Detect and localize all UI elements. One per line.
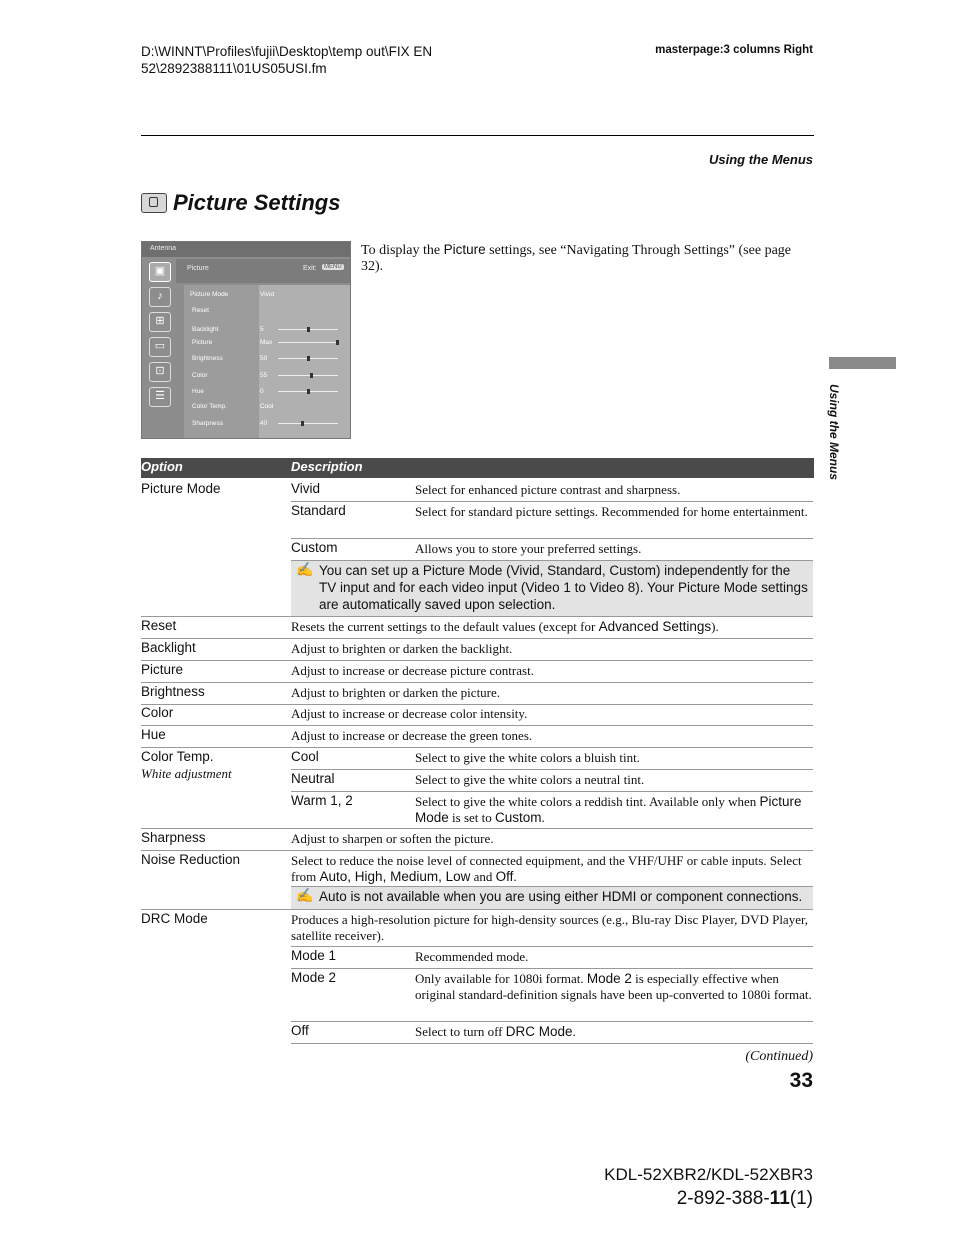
continued-label: (Continued) bbox=[745, 1049, 813, 1064]
desc-cool: Select to give the white colors a bluish tint. bbox=[415, 750, 640, 765]
video-icon: ▭ bbox=[149, 337, 171, 357]
desc-mode2: Only available for 1080i format. Mode 2 is especially effective when original standard-definition signals have been up-converted to 1080i format. bbox=[415, 971, 812, 1002]
noise-reduction-note: ✍ Auto is not available when you are using either HDMI or component connections. bbox=[291, 887, 813, 909]
setup-icon: ☰ bbox=[149, 387, 171, 407]
section-heading bbox=[141, 190, 340, 216]
sub-mode2: Mode 2 bbox=[291, 970, 337, 985]
option-hue: Hue bbox=[141, 727, 166, 742]
tv-menu-rows: Picture Mode Vivid Reset Backlight 5 Picture Max Brightness 50 Color 55 Hue 0 Color Temp. Cool Sharpness 40 bbox=[184, 285, 350, 438]
desc-off: Select to turn off DRC Mode. bbox=[415, 1024, 576, 1039]
option-sharpness: Sharpness bbox=[141, 830, 206, 845]
tv-slider-knob bbox=[301, 421, 304, 426]
desc-color: Adjust to increase or decrease color intensity. bbox=[291, 706, 528, 721]
option-noise-reduction: Noise Reduction bbox=[141, 852, 241, 867]
side-tab-bar bbox=[829, 357, 896, 369]
header-rule bbox=[141, 135, 814, 136]
tv-slider-knob bbox=[307, 389, 310, 394]
page-title: Picture Settings bbox=[173, 190, 341, 215]
tv-menu-screenshot bbox=[141, 241, 351, 439]
column-option: Option bbox=[141, 459, 183, 474]
desc-warm: Select to give the white colors a reddish tint. Available only when Picture Mode is set to Custom. bbox=[415, 794, 802, 825]
tv-menu-icons bbox=[147, 262, 175, 412]
tv-menu-key: MENU bbox=[324, 264, 342, 270]
sound-icon: ♪ bbox=[149, 287, 171, 307]
desc-picture: Adjust to increase or decrease picture contrast. bbox=[291, 663, 534, 678]
model-number: KDL-52XBR2/KDL-52XBR3 bbox=[604, 1165, 813, 1184]
tv-menu-header bbox=[176, 259, 350, 283]
parental-lock-icon: ⊡ bbox=[149, 362, 171, 382]
option-color-temp-sublabel: White adjustment bbox=[141, 766, 232, 781]
tv-exit-label: Exit: bbox=[303, 265, 317, 272]
screen-icon: ⊞ bbox=[149, 312, 171, 332]
chapter-title: Using the Menus bbox=[708, 152, 813, 167]
desc-vivid: Select for enhanced picture contrast and sharpness. bbox=[415, 482, 681, 497]
desc-standard: Select for standard picture settings. Recommended for home entertainment. bbox=[415, 504, 808, 519]
sub-standard: Standard bbox=[291, 503, 346, 518]
table-header bbox=[141, 458, 814, 478]
desc-brightness: Adjust to brighten or darken the picture. bbox=[291, 685, 501, 700]
desc-hue: Adjust to increase or decrease the green tones. bbox=[291, 728, 533, 743]
desc-backlight: Adjust to brighten or darken the backlight. bbox=[291, 641, 513, 656]
side-tab-label: Using the Menus bbox=[827, 384, 841, 481]
picture-settings-icon bbox=[141, 193, 167, 213]
option-color-temp: Color Temp. bbox=[141, 749, 214, 764]
desc-custom: Allows you to store your preferred settings. bbox=[415, 541, 642, 556]
tv-slider-knob bbox=[310, 373, 313, 378]
sub-cool: Cool bbox=[291, 749, 319, 764]
option-brightness: Brightness bbox=[141, 684, 205, 699]
page-number: 33 bbox=[789, 1069, 813, 1092]
column-description: Description bbox=[291, 459, 363, 474]
tv-slider-knob bbox=[336, 340, 339, 345]
sub-custom: Custom bbox=[291, 540, 338, 555]
option-color: Color bbox=[141, 705, 174, 720]
option-reset: Reset bbox=[141, 618, 177, 633]
option-drc-mode: DRC Mode bbox=[141, 911, 208, 926]
intro-paragraph: To display the Picture settings, see “Navigating Through Settings” (see page 32). bbox=[361, 242, 791, 274]
tv-menu-title: Picture bbox=[187, 265, 209, 272]
picture-mode-note: ✍ You can set up a Picture Mode (Vivid, Standard, Custom) independently for the TV input and for each video input (Video 1 to Video 8). Your Picture Mode settings are automatically saved upon selection. bbox=[291, 561, 813, 616]
sub-neutral: Neutral bbox=[291, 771, 335, 786]
masterpage-label: masterpage:3 columns Right bbox=[655, 44, 813, 56]
option-backlight: Backlight bbox=[141, 640, 196, 655]
option-picture-mode: Picture Mode bbox=[141, 481, 221, 496]
sub-mode1: Mode 1 bbox=[291, 948, 337, 963]
desc-reset: Resets the current settings to the default values (except for Advanced Settings). bbox=[291, 619, 719, 634]
tv-antenna-label: Antenna bbox=[142, 242, 350, 257]
document-code: 2-892-388-11(1) bbox=[676, 1188, 813, 1209]
file-path: D:\WINNT\Profiles\fujii\Desktop\temp out\FIX EN 52\2892388111\01US05USI.fm bbox=[141, 44, 433, 76]
desc-drc-mode: Produces a high-resolution picture for high-density sources (e.g., Blu-ray Disc Player, DVD Player, satellite receiver). bbox=[291, 912, 809, 943]
sub-off: Off bbox=[291, 1023, 309, 1038]
note-pencil-icon: ✍ bbox=[296, 887, 314, 903]
option-picture: Picture bbox=[141, 662, 184, 677]
tv-slider-knob bbox=[307, 327, 310, 332]
desc-sharpness: Adjust to sharpen or soften the picture. bbox=[291, 831, 494, 846]
picture-icon: ▣ bbox=[149, 262, 171, 282]
tv-slider-knob bbox=[307, 356, 310, 361]
model-info bbox=[604, 1163, 813, 1211]
desc-neutral: Select to give the white colors a neutral tint. bbox=[415, 772, 645, 787]
sub-vivid: Vivid bbox=[291, 481, 321, 496]
desc-mode1: Recommended mode. bbox=[415, 949, 529, 964]
note-pencil-icon: ✍ bbox=[296, 561, 314, 577]
sub-warm: Warm 1, 2 bbox=[291, 793, 353, 808]
desc-noise-reduction: Select to reduce the noise level of connected equipment, and the VHF/UHF or cable inputs. Select from Auto, High, Medium, Low and Off. bbox=[291, 853, 802, 884]
